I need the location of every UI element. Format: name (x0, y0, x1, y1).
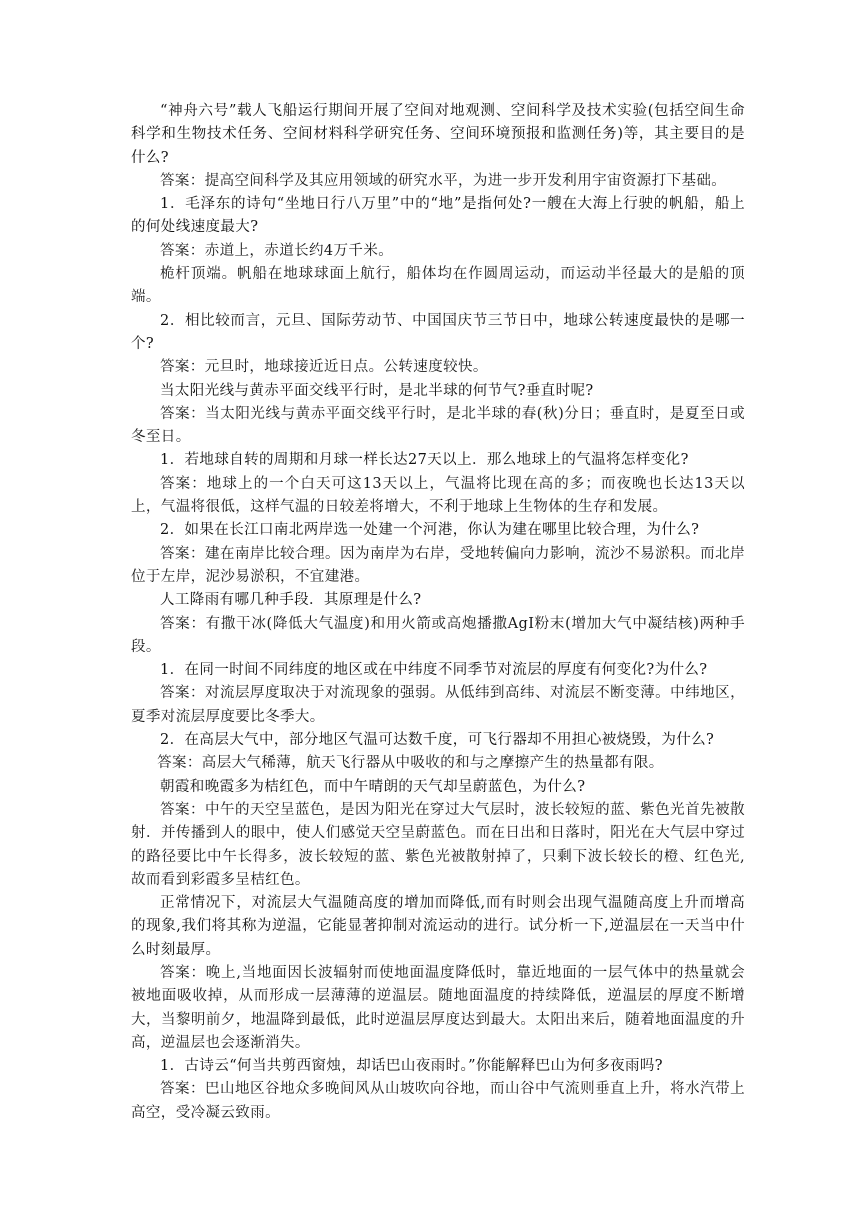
paragraph-answer: 答案：建在南岸比较合理。因为南岸为右岸，受地转偏向力影响，流沙不易淤积。而北岸位于左岸，泥沙易淤积，不宜建港。 (131, 545, 745, 585)
paragraph-answer: 答案：元旦时，地球接近近日点。公转速度较快。 (160, 359, 488, 376)
paragraph-answer: 桅杆顶端。帆船在地球球面上航行，船体均在作圆周运动，而运动半径最大的是船的顶端。 (131, 266, 745, 306)
paragraph-answer: 答案：巴山地区谷地众多晚间风从山坡吹向谷地，而山谷中气流则垂直上升，将水汽带上高空，受冷凝云致雨。 (131, 1081, 745, 1121)
paragraph-answer: 答案：当太阳光线与黄赤平面交线平行时，是北半球的春(秋)分日；垂直时，是夏至日或冬至日。 (131, 405, 745, 446)
paragraph-answer: 答案：对流层厚度取决于对流现象的强弱。从低纬到高纬、对流层不断变薄。中纬地区，夏季对流层厚度要比冬季大。 (131, 685, 745, 725)
paragraph-question: 朝霞和晚霞多为桔红色，而中午晴朗的天气却呈蔚蓝色，为什么? (160, 778, 586, 795)
paragraph-question: 2．在高层大气中，部分地区气温可达数千度，可飞行器却不用担心被烧毁，为什么? (160, 732, 715, 749)
paragraph-question: 1．在同一时间不同纬度的地区或在中纬度不同季节对流层的厚度有何变化?为什么? (160, 662, 708, 679)
paragraph-answer: 答案：高层大气稀薄，航天飞行器从中吸收的和与之摩擦产生的热量都有限。 (157, 755, 664, 772)
paragraph-question: 1．古诗云“何当共剪西窗烛，却话巴山夜雨时。”你能解释巴山为何多夜雨吗? (160, 1058, 663, 1075)
paragraph-question: 当太阳光线与黄赤平面交线平行时，是北半球的何节气?垂直时呢? (160, 382, 594, 399)
paragraph-question: 1．若地球自转的周期和月球一样长达27天以上．那么地球上的气温将怎样变化? (160, 452, 689, 469)
paragraph-question: 人工降雨有哪几种手段．其原理是什么? (160, 592, 422, 609)
paragraph-question: 正常情况下，对流层大气温随高度的增加而降低,而有时则会出现气温随高度上升而增高的现象,我们将其称为逆温，它能显著抑制对流运动的进行。试分析一下,逆温层在一天当中什么时刻最厚。 (131, 895, 745, 958)
paragraph-question: 2．相比较而言，元旦、国际劳动节、中国国庆节三节日中，地球公转速度最快的是哪一个? (131, 312, 745, 352)
paragraph-question: 2．如果在长江口南北两岸选一处建一个河港，你认为建在哪里比较合理，为什么? (160, 522, 700, 539)
paragraph-answer: 答案：赤道上，赤道长约4万千米。 (160, 242, 394, 259)
paragraph-shenzhou-question: “神舟六号”载人飞船运行期间开展了空间对地观测、空间科学及技术实验(包括空间生命科学和生物技术任务、空间材料科学研究任务、空间环境预报和监测任务)等，其主要目的是什么? (131, 103, 745, 166)
paragraph-answer: 答案：有撒干冰(降低大气温度)和用火箭或高炮播撒AgI粉末(增加大气中凝结核)两种手段。 (131, 615, 745, 655)
paragraph-answer: 答案：晚上,当地面因长波辐射而使地面温度降低时，靠近地面的一层气体中的热量就会被地面吸收掉，从而形成一层薄薄的逆温层。随地面温度的持续降低，逆温层的厚度不断增大，当黎明前夕，地温降到最低，此时逆温层厚度达到最大。太阳出来后，随着地面温度的升高，逆温层也会逐渐消失。 (131, 964, 745, 1051)
paragraph-answer: 答案：中午的天空呈蓝色，是因为阳光在穿过大气层时，波长较短的蓝、紫色光首先被散射．并传播到人的眼中，使人们感觉天空呈蔚蓝色。而在日出和日落时，阳光在大气层中穿过的路径要比中午长得多，波长较短的蓝、紫色光被散射掉了，只剩下波长较长的橙、红色光,故而看到彩霞多呈桔红色。 (131, 801, 745, 888)
document-body (131, 100, 745, 1125)
paragraph-question: 1．毛泽东的诗句“坐地日行八万里”中的“地”是指何处?一艘在大海上行驶的帆船，船上的何处线速度最大? (131, 196, 745, 236)
paragraph-answer: 答案：地球上的一个白天可这13天以上，气温将比现在高的多；而夜晚也长达13天以上，气温将很低，这样气温的日较差将增大，不利于地球上生物体的生存和发展。 (131, 475, 745, 516)
paragraph-shenzhou-answer: 答案：提高空间科学及其应用领域的研究水平，为进一步开发利用宇宙资源打下基础。 (160, 172, 727, 189)
